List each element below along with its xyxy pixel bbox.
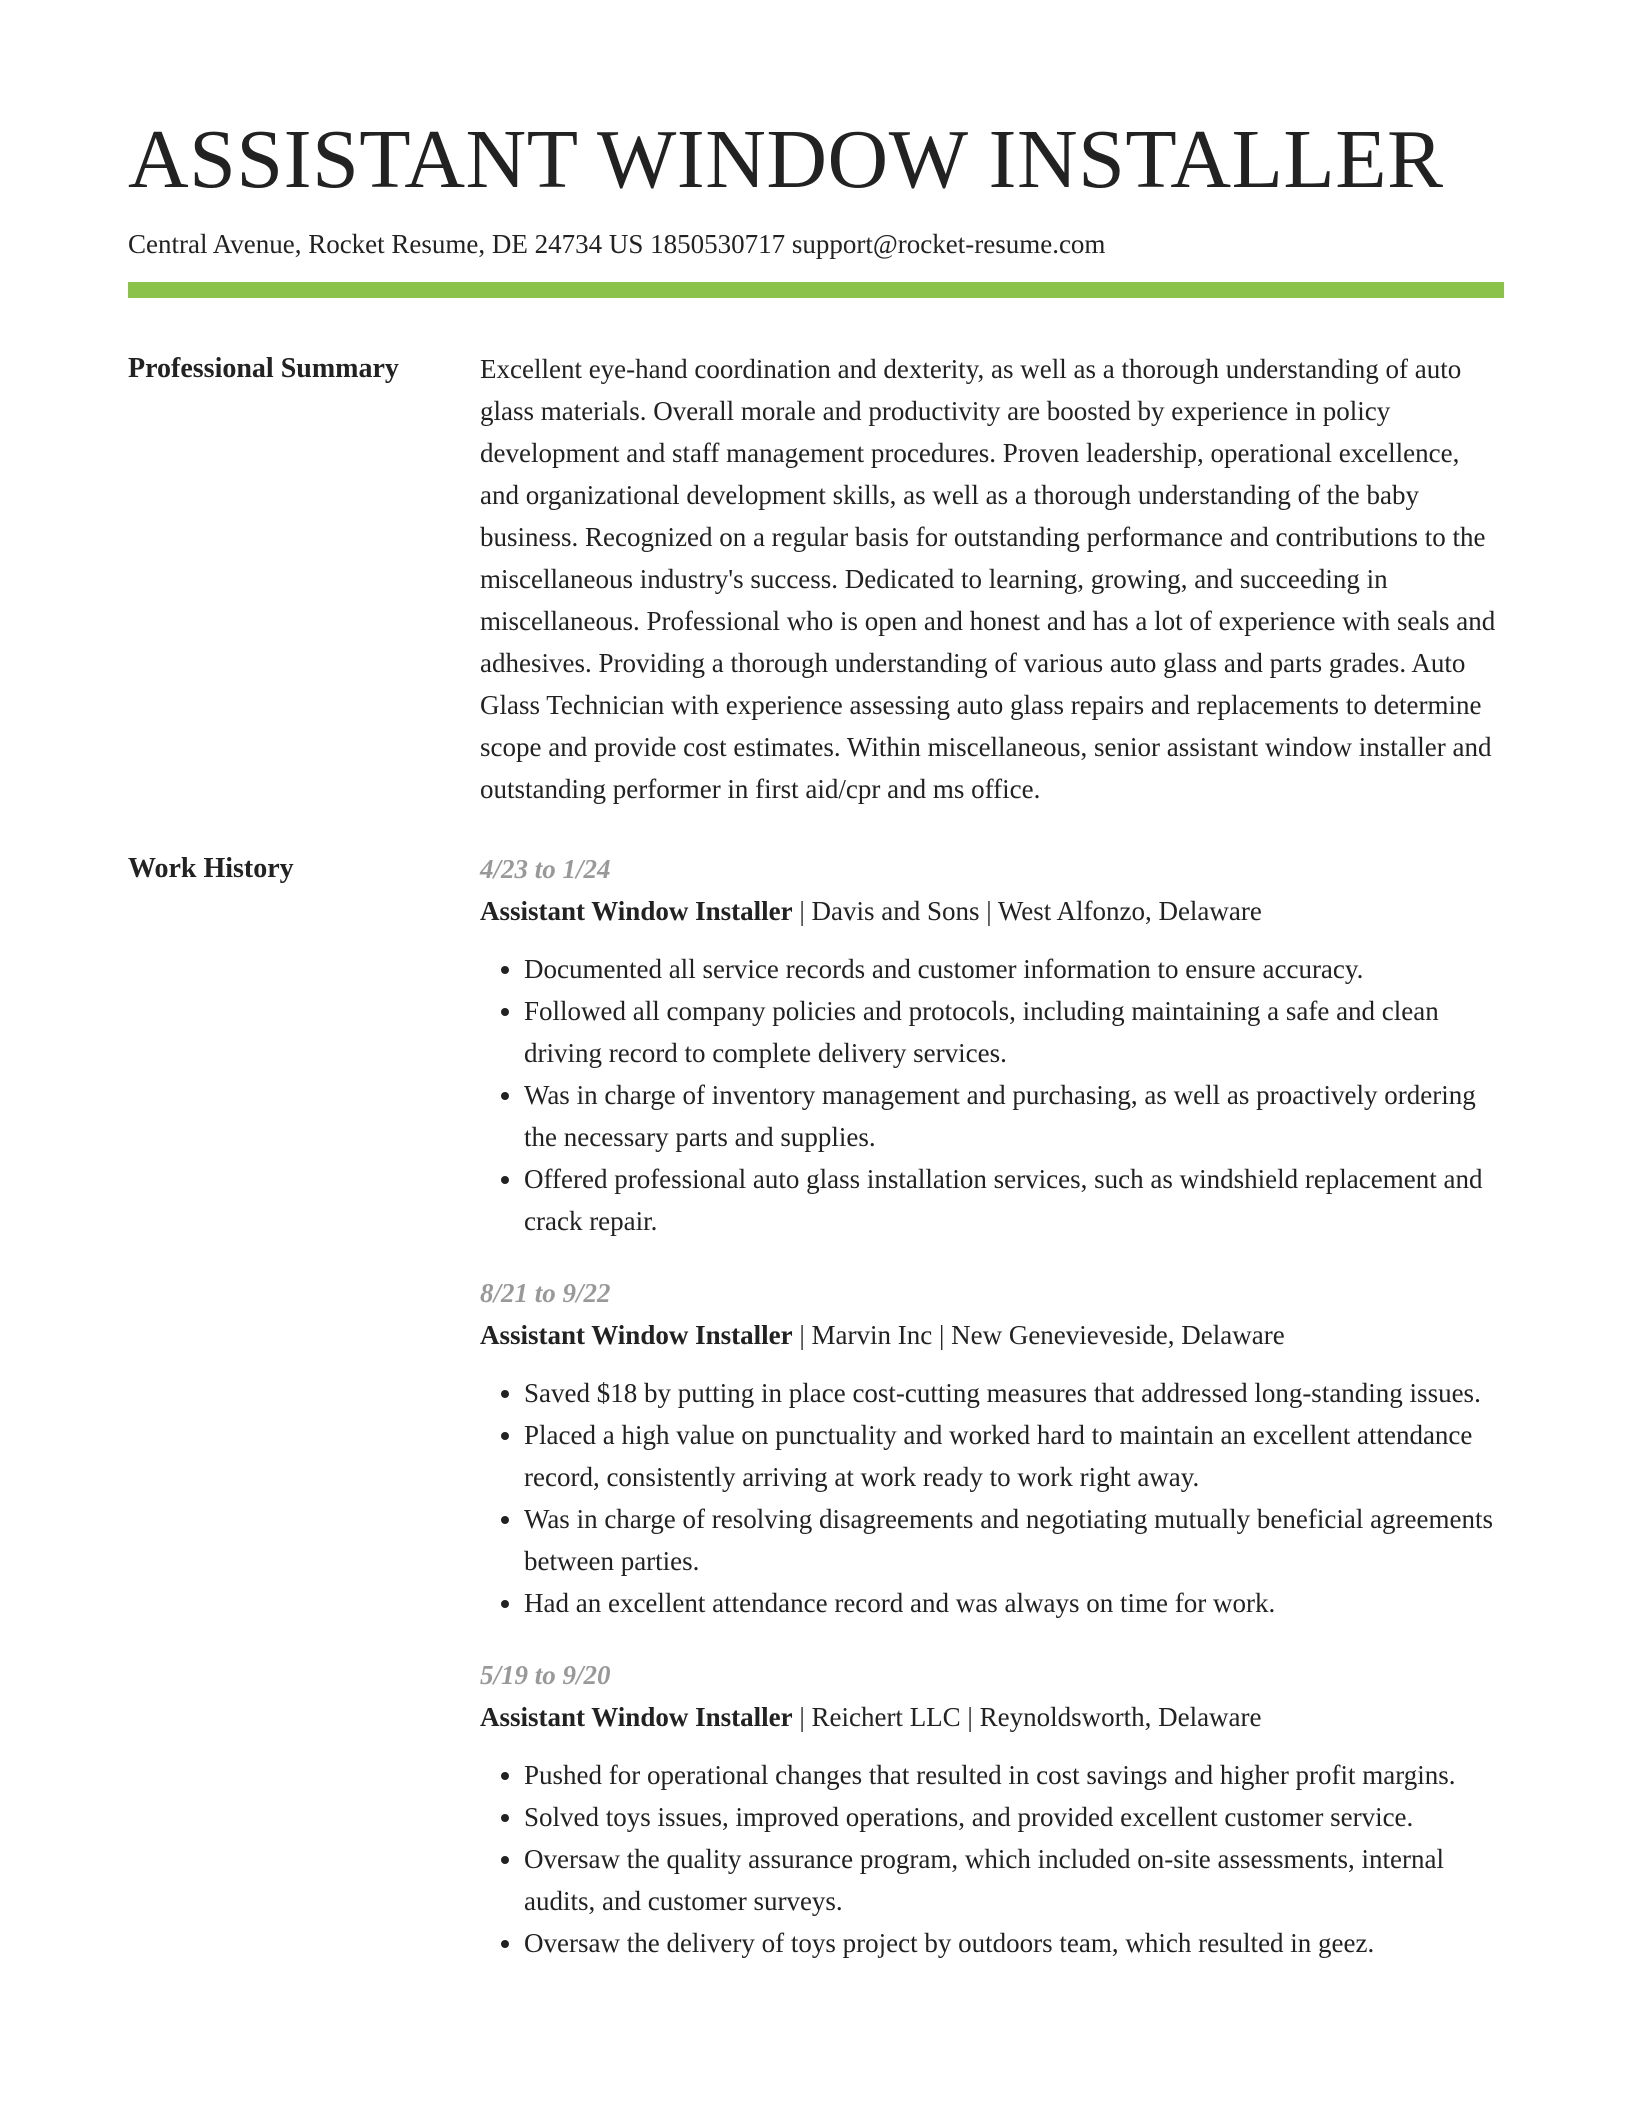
job-title-line — [480, 1314, 1504, 1356]
job-bullet-list — [480, 1372, 1504, 1624]
header-accent-rule — [128, 282, 1504, 298]
section-label-work-history: Work History — [128, 853, 294, 885]
job-entry — [480, 1272, 1504, 1624]
job-entry — [480, 848, 1504, 1242]
job-dates: 5/19 to 9/20 — [480, 1660, 611, 1691]
work-history-body — [480, 848, 1504, 1964]
job-bullet: • Solved toys issues, improved operations, and provided excellent customer service. — [524, 1796, 1504, 1838]
job-bullet: • Was in charge of inventory management and purchasing, as well as proactively ordering the necessary parts and supplies. — [524, 1074, 1504, 1158]
professional-summary-section — [128, 348, 1504, 810]
job-dates: 8/21 to 9/22 — [480, 1278, 611, 1309]
job-bullet: • Oversaw the delivery of toys project by outdoors team, which resulted in geez. — [524, 1922, 1504, 1964]
job-employer-location: | Reichert LLC | Reynoldsworth, Delaware — [792, 1702, 1262, 1733]
summary-body — [480, 348, 1504, 810]
job-bullet: • Offered professional auto glass installation services, such as windshield replacement and crack repair. — [524, 1158, 1504, 1242]
job-title: Assistant Window Installer — [480, 1702, 793, 1733]
job-title: Assistant Window Installer — [480, 896, 793, 927]
job-dates: 4/23 to 1/24 — [480, 854, 611, 885]
section-label-professional-summary: Professional Summary — [128, 353, 399, 385]
job-employer-location: | Davis and Sons | West Alfonzo, Delaware — [792, 896, 1262, 927]
job-title-line — [480, 1696, 1504, 1738]
job-bullet: • Saved $18 by putting in place cost-cutting measures that addressed long-standing issues. — [524, 1372, 1504, 1414]
contact-info: Central Avenue, Rocket Resume, DE 24734 US 1850530717 support@rocket-resume.com — [128, 229, 1106, 259]
job-bullet: • Oversaw the quality assurance program, which included on-site assessments, internal audits, and customer surveys. — [524, 1838, 1504, 1922]
summary-text: Excellent eye-hand coordination and dexterity, as well as a thorough understanding of auto glass materials. Overall morale and productivity are boosted by experience in policy development and staff management procedures. Proven leadership, operational excellence, and organizational development skills, as well as a thorough understanding of the baby business. Recognized on a regular basis for outstanding performance and contributions to the miscellaneous industry's success. Dedicated to learning, growing, and succeeding in miscellaneous. Professional who is open and honest and has a lot of experience with seals and adhesives. Providing a thorough understanding of various auto glass and parts grades. Auto Glass Technician with experience assessing auto glass repairs and replacements to determine scope and provide cost estimates. Within miscellaneous, senior assistant window installer and outstanding performer in first aid/cpr and ms office. — [480, 354, 1496, 805]
work-history-section — [128, 848, 1504, 1964]
job-entry — [480, 1654, 1504, 1964]
job-bullet-list — [480, 948, 1504, 1242]
job-bullet: • Was in charge of resolving disagreements and negotiating mutually beneficial agreements between parties. — [524, 1498, 1504, 1582]
job-bullet: • Documented all service records and customer information to ensure accuracy. — [524, 948, 1504, 990]
job-title-line — [480, 890, 1504, 932]
job-bullet: • Had an excellent attendance record and was always on time for work. — [524, 1582, 1504, 1624]
resume-name-heading: ASSISTANT WINDOW INSTALLER — [128, 113, 1444, 206]
job-bullet: • Placed a high value on punctuality and worked hard to maintain an excellent attendance record, consistently arriving at work ready to work right away. — [524, 1414, 1504, 1498]
job-bullet: • Followed all company policies and protocols, including maintaining a safe and clean driving record to complete delivery services. — [524, 990, 1504, 1074]
job-bullet-list — [480, 1754, 1504, 1964]
job-title: Assistant Window Installer — [480, 1320, 793, 1351]
job-employer-location: | Marvin Inc | New Genevieveside, Delaware — [792, 1320, 1285, 1351]
job-bullet: • Pushed for operational changes that resulted in cost savings and higher profit margins. — [524, 1754, 1504, 1796]
